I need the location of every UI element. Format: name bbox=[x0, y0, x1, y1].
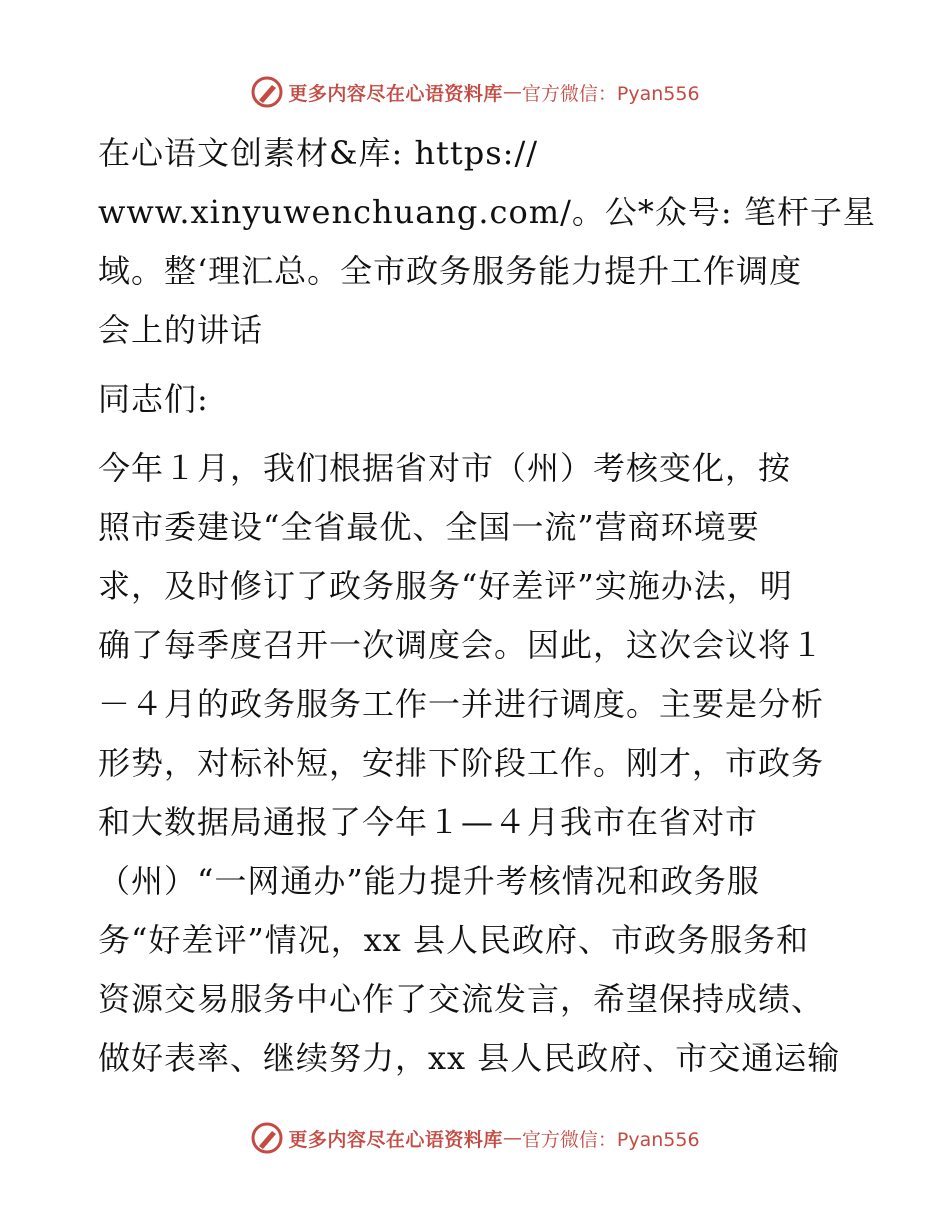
intro-line: 会上的讲话 bbox=[98, 311, 264, 349]
body-line: 和大数据局通报了今年１—４月我市在省对市 bbox=[98, 803, 759, 841]
body-line: 确了每季度召开一次调度会。因此，这次会议将１ bbox=[98, 626, 825, 664]
watermark-contact-text: 官方微信：Pyan556 bbox=[521, 82, 700, 105]
body-line: 形势，对标补短，安排下阶段工作。刚才，市政务 bbox=[98, 744, 825, 782]
footer-watermark bbox=[0, 1118, 950, 1158]
watermark-dash: — bbox=[502, 1127, 522, 1149]
body-line: （州）“一网通办”能力提升考核情况和政务服 bbox=[98, 862, 760, 900]
body-line: 务“好差评”情况，xx 县人民政府、市政务服务和 bbox=[98, 921, 809, 959]
watermark-dash: — bbox=[502, 81, 522, 103]
body-line: 求，及时修订了政务服务“好差评”实施办法，明 bbox=[98, 567, 793, 605]
document-body bbox=[98, 124, 876, 1088]
body-line: 今年１月，我们根据省对市（州）考核变化，按 bbox=[98, 449, 792, 487]
body-line: 资源交易服务中心作了交流发言，希望保持成绩、 bbox=[98, 980, 825, 1018]
body-line: －４月的政务服务工作一并进行调度。主要是分析 bbox=[98, 685, 825, 723]
pen-logo-icon bbox=[250, 75, 284, 109]
watermark-main-text: 更多内容尽在心语资料库 bbox=[288, 82, 503, 105]
pen-logo-icon bbox=[250, 1121, 284, 1155]
intro-line: 在心语文创素材&库: https:// bbox=[98, 134, 539, 172]
salutation-line: 同志们: bbox=[98, 380, 209, 418]
intro-line: www.xinyuwenchuang.com/。公*众号: 笔杆子星 bbox=[98, 193, 876, 231]
watermark-contact-text: 官方微信：Pyan556 bbox=[521, 1128, 700, 1151]
header-watermark bbox=[0, 72, 950, 112]
intro-line: 域。整ʻ理汇总。全市政务服务能力提升工作调度 bbox=[98, 252, 803, 290]
intro-paragraph bbox=[98, 124, 876, 360]
body-paragraph bbox=[98, 439, 858, 1088]
salutation bbox=[98, 370, 858, 429]
body-line: 照市委建设“全省最优、全国一流”营商环境要 bbox=[98, 508, 760, 546]
body-line: 做好表率、继续努力，xx 县人民政府、市交通运输 bbox=[98, 1039, 841, 1077]
watermark-main-text: 更多内容尽在心语资料库 bbox=[288, 1128, 503, 1151]
